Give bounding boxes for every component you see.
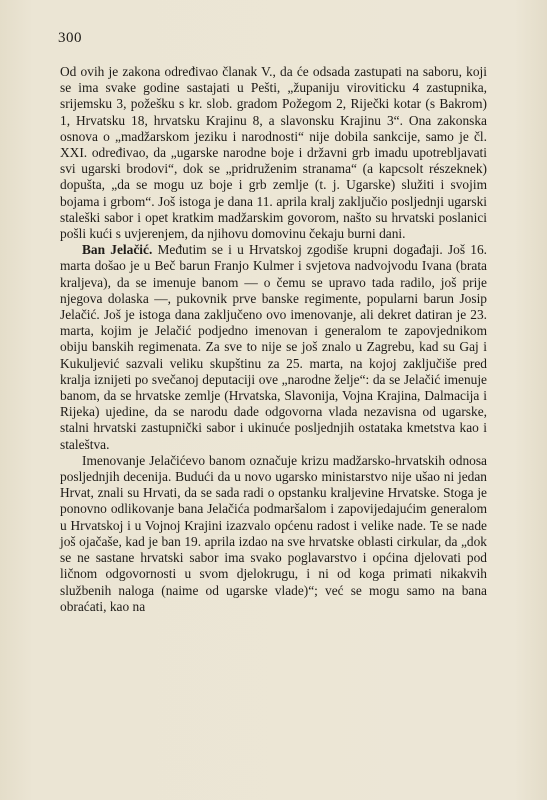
section-heading-ban-jelacic: Ban Jelačić. — [82, 242, 153, 258]
paragraph-2 — [60, 242, 487, 453]
body-text — [60, 64, 487, 615]
paragraph-1: Od ovih je zakona određivao članak V., da će odsada zastupati na saboru, koji se ima svake godine sastajati u Pešti, „županiju viroviticku 4 zastupnika, srijemsku 3, požešku s kr. slob. gradom Požegom 2, Riječki kotar (s Bakrom) 1, Hrvatsku 18, hrvatsku Krajinu 8, a slavonsku Krajinu 3“. Ona zakonska osnova o „madžarskom jeziku i narodnosti“ nije dobila sankcije, samo je čl. XXI. određivao, da „ugarske narodne boje i državni grb imadu upotrebljavati svi ugarski brodovi“, dok se „pridruženim stranama“ (a kapcsolt részeknek) dopušta, „da se mogu uz boje i grb zemlje (t. j. Ugarske) služiti i svojim bojama i grbom“. Još istoga je dana 11. aprila kralj zaključio posljednji ugarski staleški sabor i opet kratkim madžarskim govorom, našto su hrvatski poslanici pošli kući s uvjerenjem, da njihovu domovinu čekaju burni dani. — [60, 64, 487, 242]
page-number: 300 — [58, 30, 82, 46]
paragraph-2-text: Međutim se i u Hrvatskoj zgodiše krupni događaji. Još 16. marta došao je u Beč barun Franjo Kulmer i svjetova nadvojvodu Ivana (brata kraljeva), da se imenuje banom — o čemu se upravo tada radilo, još prije njegova dolaska —, pukovnik prve banske regimente, popularni barun Josip Jelačić. Još je istoga dana zaključeno ovo imenovanje, ali dekret datiran je 23. marta, kojim je Jelačić podjedno imenovan i generalom te zapovjednikom obiju banskih regimenata. Za sve to nije se još znalo u Zagrebu, kad su Gaj i Kukuljević sazvali veliku skupštinu za 25. marta, na kojoj zaključiše pred kralja iznijeti po svečanoj deputaciji ove „narodne želje“: da se Jelačić imenuje banom, da se hrvatske zemlje (Hrvatska, Slavonija, Vojna Krajina, Dalmacija i Rijeka) ujedine, da se narodu dade odgovorna vlada nezavisna od ugarske, stalni hrvatski zastupnički sabor i ukinuće posljednjih ostataka kmetstva kao i staleštva. — [60, 242, 487, 452]
paragraph-3: Imenovanje Jelačićevo banom označuje krizu madžarsko-hrvatskih odnosa posljednjih decenija. Budući da u novo ugarsko ministarstvo nije ušao ni jedan Hrvat, znali su Hrvati, da se sada radi o opstanku kraljevine Hrvatske. Stoga je ponovno odlikovanje bana Jelačića podmaršalom i zapovijedajućim generalom u Hrvatskoj i u Vojnoj Krajini izazvalo općenu radost i velike nade. Te se nade još ojačaše, kad je ban 19. aprila izdao na sve hrvatske oblasti cirkular, da „dok se ne sastane hrvatski sabor ima svako poglavarstvo i općina djelovati pod ličnom odgovornosti u svom djelokrugu, i ni od koga primati nikakvih službenih naloga (naime od ugarske vlade)“; već se mogu samo na bana obraćati, kao na — [60, 452, 487, 614]
